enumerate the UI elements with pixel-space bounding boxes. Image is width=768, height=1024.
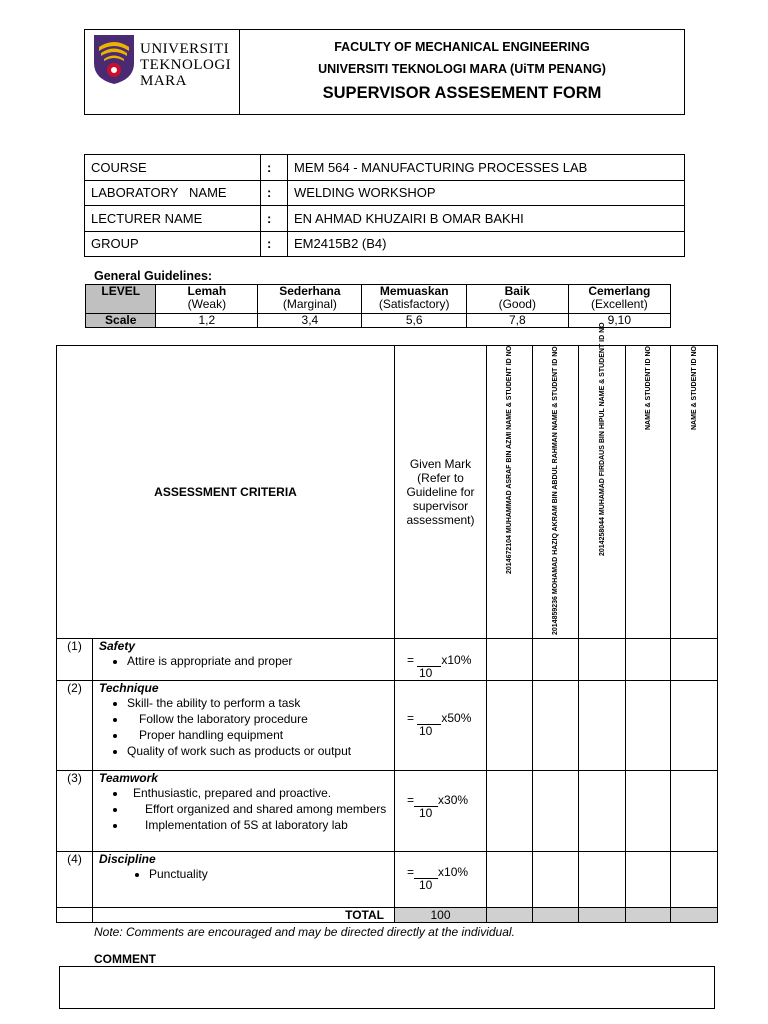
criteria-row-technique (57, 681, 718, 771)
student-mark-cell[interactable] (487, 852, 533, 908)
criteria-cell (93, 771, 395, 852)
level-cell (568, 285, 670, 314)
criteria-item: • Punctuality (149, 866, 394, 882)
assessment-header-row (57, 346, 718, 639)
level-cell (156, 285, 258, 314)
criteria-cell (93, 681, 395, 771)
student-name: NAME & STUDENT ID NO (690, 346, 698, 430)
criteria-number: (1) (57, 639, 93, 681)
info-sep: : (261, 180, 288, 206)
comment-note: Note: Comments are encouraged and may be directed directly at the individual. (94, 925, 515, 939)
scale-label: Scale (86, 314, 156, 328)
assessment-table (56, 322, 718, 923)
mark-denominator: 10 (419, 878, 433, 892)
info-label: COURSE (85, 155, 261, 181)
student-name: 2014258044 MUHAMAD FIRDAUS BIN HIPUL NAME & STUDENT ID NO (598, 322, 606, 556)
criteria-title: Safety (99, 639, 136, 653)
criteria-item: • Follow the laboratory procedure (127, 711, 394, 727)
mark-denominator: 10 (419, 724, 433, 738)
info-sep: : (261, 155, 288, 181)
guidelines-title: General Guidelines: (94, 269, 213, 283)
total-row (57, 908, 718, 923)
level-en: (Satisfactory) (378, 297, 450, 311)
student-column-header (533, 346, 579, 639)
mark-formula (395, 771, 487, 852)
total-spacer (57, 908, 93, 923)
criteria-row-safety (57, 639, 718, 681)
level-en: (Good) (498, 297, 536, 311)
student-mark-cell[interactable] (487, 681, 533, 771)
level-en: (Excellent) (591, 297, 648, 311)
student-total-cell[interactable] (579, 908, 626, 923)
info-label: GROUP (85, 231, 261, 257)
student-mark-cell[interactable] (671, 681, 718, 771)
level-cell (258, 285, 362, 314)
scale-value: 1,2 (156, 314, 258, 328)
info-row-lecturer (85, 206, 685, 232)
student-total-cell[interactable] (533, 908, 579, 923)
criteria-row-teamwork (57, 771, 718, 852)
student-total-cell[interactable] (671, 908, 718, 923)
student-mark-cell[interactable] (487, 639, 533, 681)
criteria-item: • Attire is appropriate and proper (127, 653, 394, 669)
info-row-lab (85, 180, 685, 206)
info-row-group (85, 231, 685, 257)
logo-cell (85, 30, 240, 114)
info-value: EN AHMAD KHUZAIRI B OMAR BAKHI (288, 206, 685, 232)
level-cell (466, 285, 568, 314)
level-en: (Marginal) (282, 297, 337, 311)
logo-text-teknologi: TEKNOLOGI (140, 57, 232, 73)
student-name: 2014859236 MOHAMAD HAZIQ AKRAM BIN ABDUL RAHMAN NAME & STUDENT ID NO (552, 346, 559, 635)
mark-suffix: x10% (438, 865, 469, 879)
level-name: Sederhana (279, 284, 341, 298)
mark-denominator: 10 (419, 666, 433, 680)
student-mark-cell[interactable] (579, 639, 626, 681)
logo-text-universiti: UNIVERSITI (140, 41, 230, 57)
total-label: TOTAL (93, 908, 395, 923)
student-column-header (626, 346, 671, 639)
criteria-number: (4) (57, 852, 93, 908)
level-name: Cemerlang (588, 284, 651, 298)
student-mark-cell[interactable] (533, 681, 579, 771)
info-value: WELDING WORKSHOP (288, 180, 685, 206)
mark-suffix: x30% (438, 793, 469, 807)
mark-prefix: = (407, 793, 415, 807)
criteria-cell (93, 639, 395, 681)
info-value: MEM 564 - MANUFACTURING PROCESSES LAB (288, 155, 685, 181)
mark-prefix: = (407, 711, 415, 725)
student-mark-cell[interactable] (626, 639, 671, 681)
criteria-item: • Proper handling equipment (127, 727, 394, 743)
student-mark-cell[interactable] (579, 681, 626, 771)
guidelines-table (85, 284, 671, 328)
criteria-header: ASSESSMENT CRITERIA (57, 346, 395, 639)
level-name: Lemah (187, 284, 227, 298)
criteria-row-discipline (57, 852, 718, 908)
total-value: 100 (395, 908, 487, 923)
student-column-header (487, 346, 533, 639)
criteria-cell (93, 852, 395, 908)
level-name: Memuaskan (379, 284, 449, 298)
student-total-cell[interactable] (626, 908, 671, 923)
criteria-list (99, 653, 394, 669)
student-mark-cell[interactable] (671, 852, 718, 908)
guidelines-level-row (86, 285, 671, 314)
mark-formula (395, 852, 487, 908)
info-label: LECTURER NAME (85, 206, 261, 232)
criteria-item: • Skill- the ability to perform a task (127, 695, 394, 711)
student-mark-cell[interactable] (671, 639, 718, 681)
scale-value: 3,4 (258, 314, 362, 328)
mark-suffix: x10% (441, 653, 472, 667)
level-name: Baik (504, 284, 530, 298)
criteria-list (99, 695, 394, 759)
comment-box[interactable] (59, 966, 715, 1009)
info-sep: : (261, 206, 288, 232)
form-title: SUPERVISOR ASSESEMENT FORM (322, 84, 602, 102)
scale-value: 5,6 (362, 314, 466, 328)
criteria-item: • Implementation of 5S at laboratory lab (127, 817, 394, 833)
scale-value: 7,8 (466, 314, 568, 328)
student-mark-cell[interactable] (626, 852, 671, 908)
mark-prefix: = (407, 865, 415, 879)
criteria-title: Technique (99, 681, 159, 695)
level-en: (Weak) (187, 297, 227, 311)
criteria-item: • Effort organized and shared among members (127, 801, 394, 817)
info-row-course (85, 155, 685, 181)
student-mark-cell[interactable] (533, 771, 579, 852)
criteria-number: (3) (57, 771, 93, 852)
criteria-item: • Quality of work such as products or output (127, 743, 394, 759)
student-mark-cell[interactable] (533, 639, 579, 681)
mark-formula (395, 639, 487, 681)
student-mark-cell[interactable] (626, 771, 671, 852)
comment-label: COMMENT (94, 952, 156, 966)
student-mark-cell[interactable] (533, 852, 579, 908)
info-value: EM2415B2 (B4) (288, 231, 685, 257)
criteria-list (99, 866, 394, 882)
student-column-header (671, 346, 718, 639)
logo-text-mara: MARA (140, 73, 188, 89)
uitm-logo-icon (91, 33, 137, 85)
guidelines-scale-row (86, 314, 671, 328)
student-mark-cell[interactable] (671, 771, 718, 852)
mark-formula (395, 681, 487, 771)
student-column-header (579, 322, 626, 639)
mark-denominator: 10 (419, 806, 433, 820)
criteria-list (99, 785, 394, 833)
level-cell (362, 285, 466, 314)
student-mark-cell[interactable] (579, 771, 626, 852)
criteria-title: Teamwork (99, 771, 158, 785)
mark-prefix: = (407, 653, 415, 667)
criteria-number: (2) (57, 681, 93, 771)
student-total-cell[interactable] (487, 908, 533, 923)
level-label: LEVEL (86, 285, 156, 314)
criteria-title: Discipline (99, 852, 156, 866)
info-label: LABORATORY NAME (85, 180, 261, 206)
given-mark-header: Given Mark (Refer to Guideline for supervisor assessment) (395, 346, 487, 639)
student-name: NAME & STUDENT ID NO (644, 346, 652, 430)
criteria-item: • Enthusiastic, prepared and proactive. (127, 785, 394, 801)
mark-suffix: x50% (441, 711, 472, 725)
student-name: 2014672104 MUHAMMAD ASRAF BIN AZMI NAME & STUDENT ID NO (506, 346, 513, 575)
student-mark-cell[interactable] (626, 681, 671, 771)
info-table (84, 154, 685, 257)
scale-value: 9,10 (568, 314, 670, 328)
university-title: UNIVERSITI TEKNOLOGI MARA (UiTM PENANG) (318, 62, 606, 76)
faculty-title: FACULTY OF MECHANICAL ENGINEERING (334, 40, 590, 54)
info-sep: : (261, 231, 288, 257)
form-header (84, 29, 685, 115)
student-mark-cell[interactable] (487, 771, 533, 852)
student-mark-cell[interactable] (579, 852, 626, 908)
